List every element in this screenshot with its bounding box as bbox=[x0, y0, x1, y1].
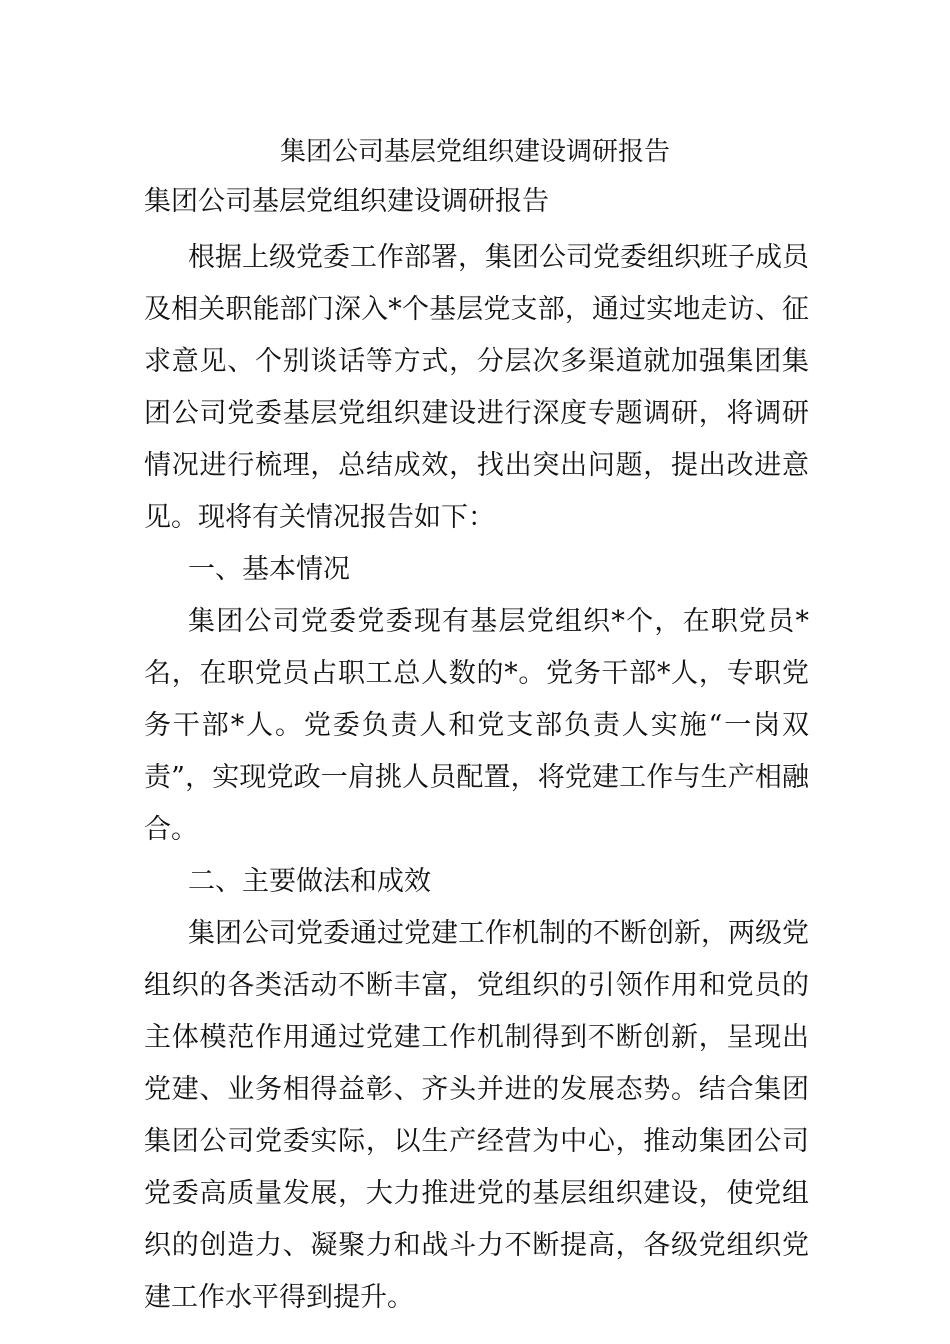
document-title: 集团公司基层党组织建设调研报告 bbox=[279, 137, 670, 167]
section-paragraph-main-practices: 集团公司党委通过党建工作机制的不断创新，两级党组织的各类活动不断丰富，党组织的引领作用和党员的主体模范作用通过党建工作机制得到不断创新，呈现出党建、业务相得益彰、齐头并进的发展态势。结合集团集团公司党委实际，以生产经营为中心，推动集团公司党委高质量发展，大力推进党的基层组织建设，使党组织的创造力、凝聚力和战斗力不断提高，各级党组织党建工作水平得到提升。 bbox=[144, 918, 809, 1313]
document-body bbox=[144, 178, 809, 1324]
section-heading-basic-situation: 一、基本情况 bbox=[188, 554, 350, 585]
section-paragraph-basic-situation: 集团公司党委党委现有基层党组织*个，在职党员*名，在职党员占职工总人数的*。党务干部*人，专职党务干部*人。党委负责人和党支部负责人实施“一岗双责”，实现党政一肩挑人员配置，将党建工作与生产相融合。 bbox=[144, 606, 809, 845]
document-subtitle: 集团公司基层党组织建设调研报告 bbox=[144, 186, 549, 217]
section-heading-main-practices: 二、主要做法和成效 bbox=[188, 866, 431, 897]
intro-paragraph: 根据上级党委工作部署，集团公司党委组织班子成员及相关职能部门深入*个基层党支部，通过实地走访、征求意见、个别谈话等方式，分层次多渠道就加强集团集团公司党委基层党组织建设进行深度专题调研，将调研情况进行梳理，总结成效，找出突出问题，提出改进意见。现将有关情况报告如下： bbox=[144, 242, 809, 533]
